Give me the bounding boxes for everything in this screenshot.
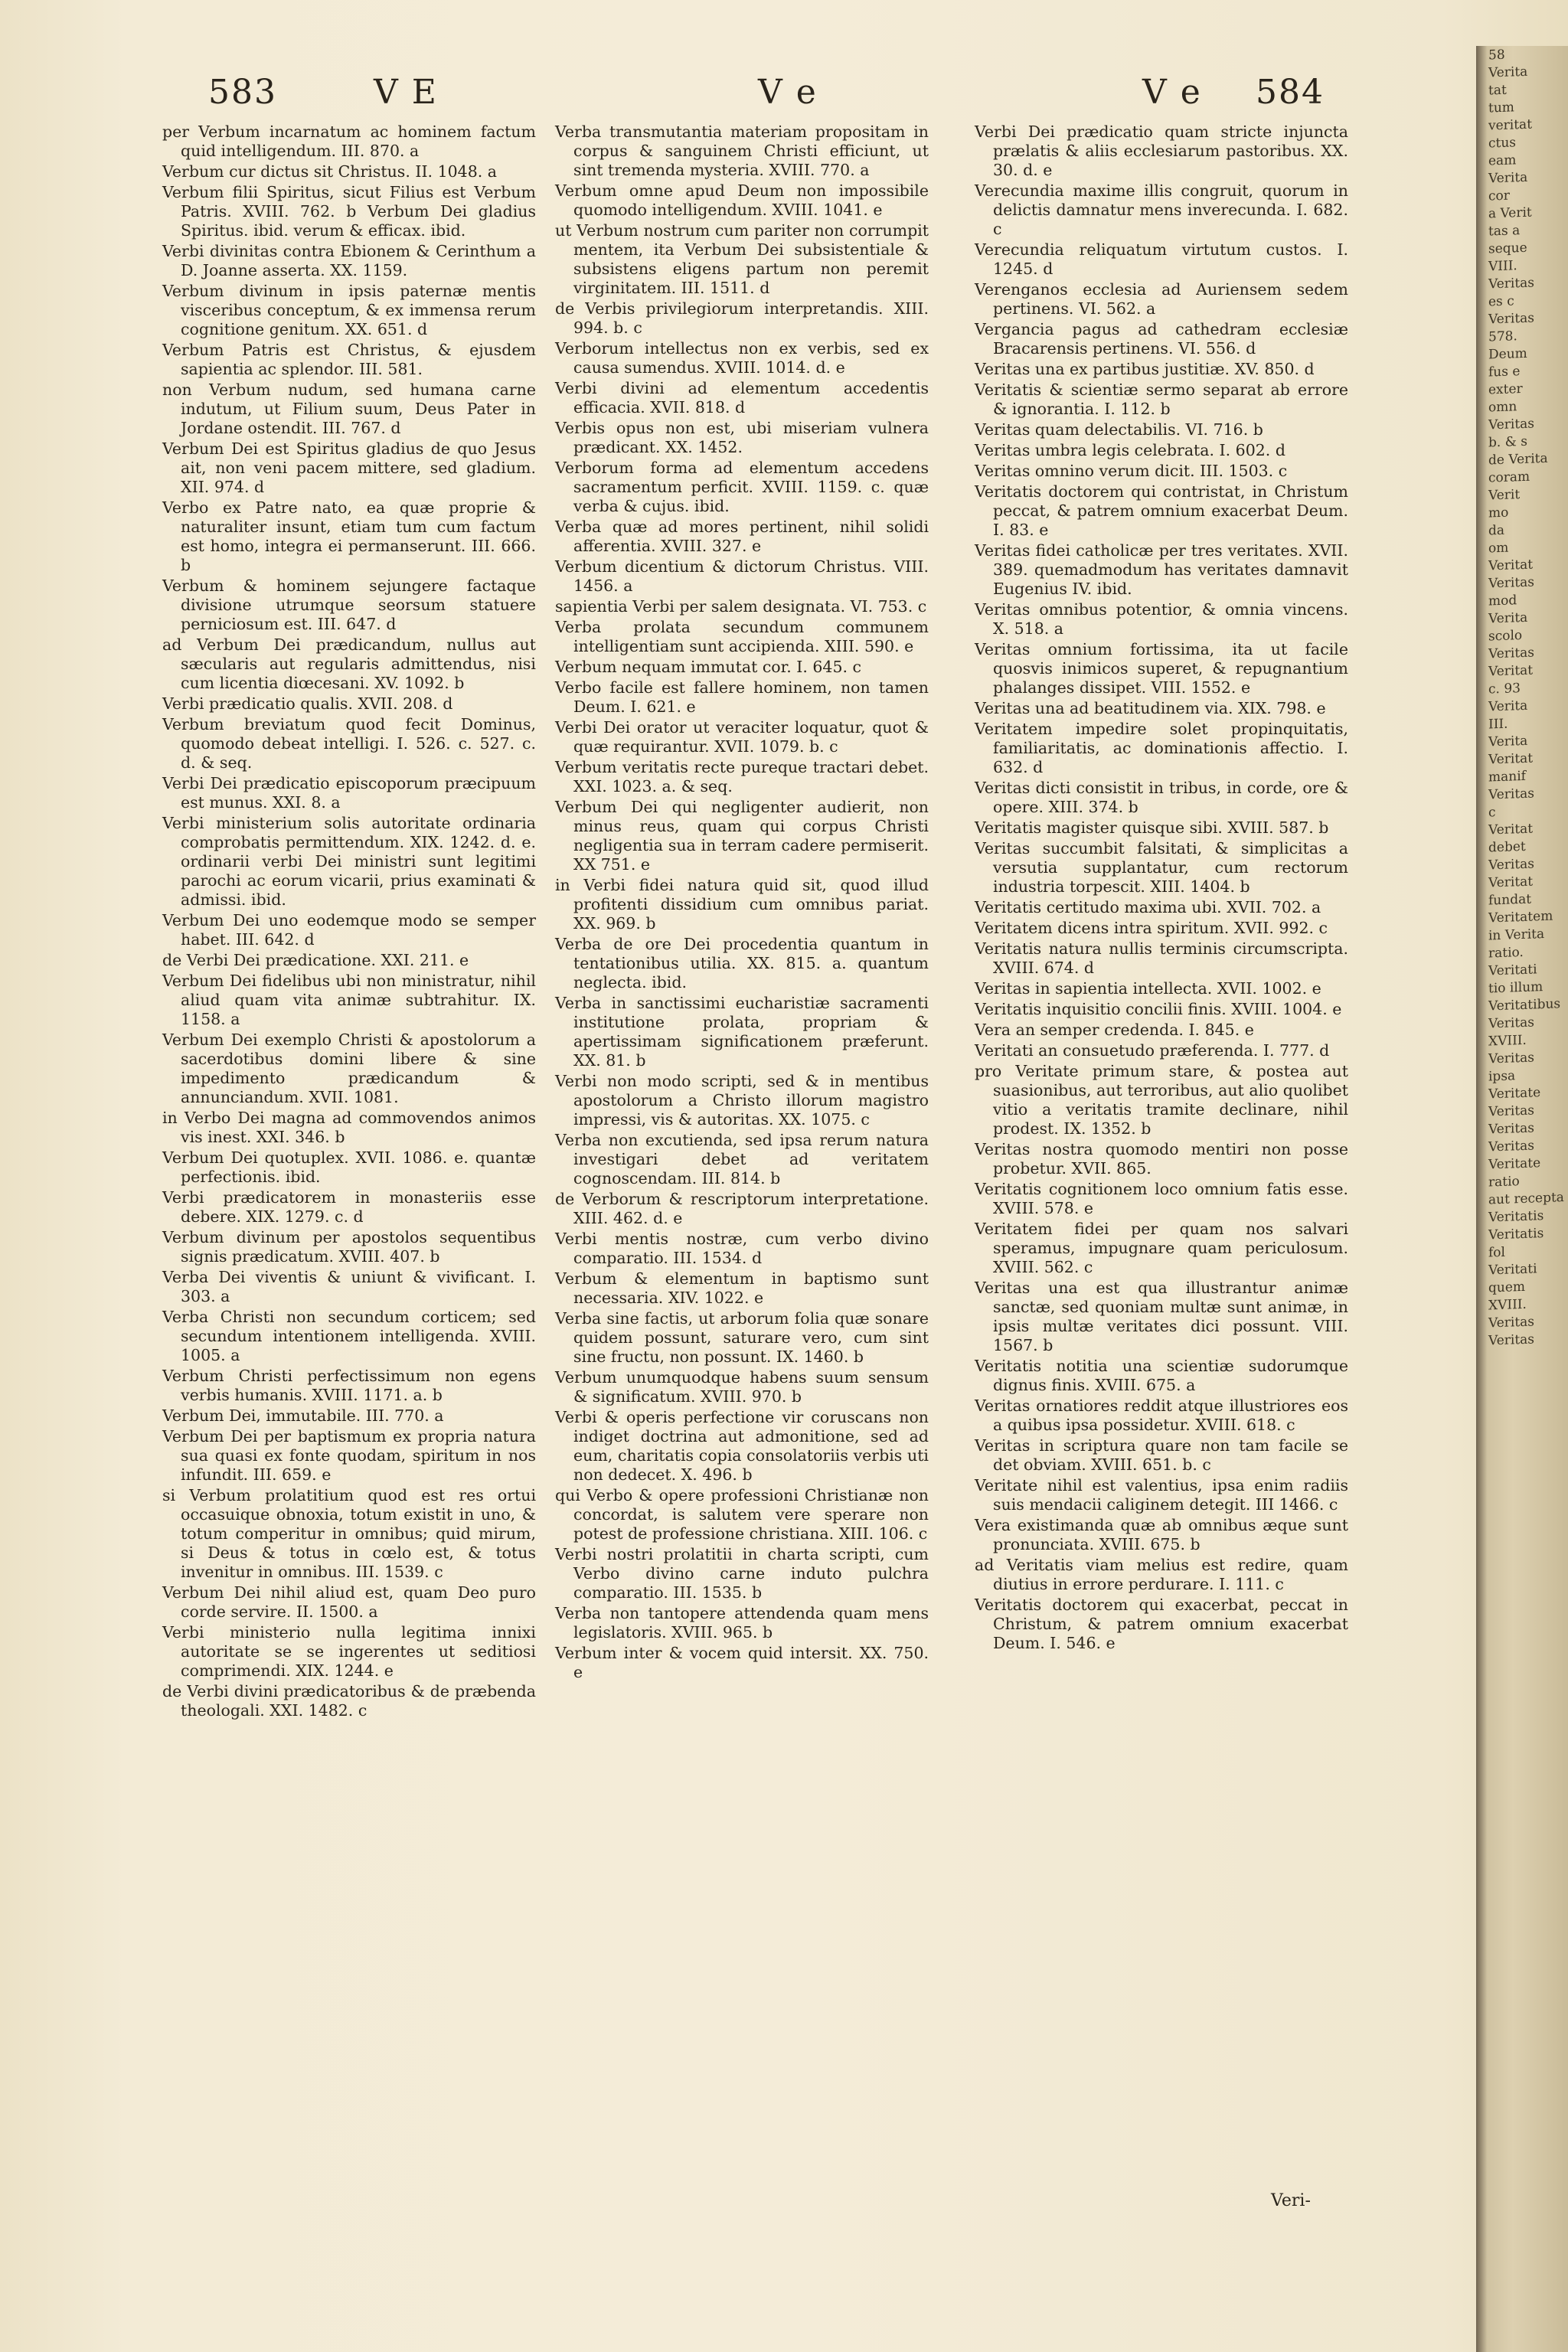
next-page-fragment: Veritas (1488, 856, 1535, 874)
index-entry: Veritatis doctorem qui exacerbat, peccat in Christum, & patrem omnium exacerbat Deum. I. 546. e (975, 1596, 1348, 1652)
index-entry: Verbum Dei qui negligenter audierit, non minus reus, quam qui corpus Christi negligentia sua in terram cadere permiserit. XX 751. e (555, 798, 929, 874)
index-entry: Verba non tantopere attendenda quam mens legislatoris. XVIII. 965. b (555, 1604, 929, 1642)
index-entry: Verbum nequam immutat cor. I. 645. c (555, 658, 862, 676)
index-entry: Veritatis inquisitio concilii finis. XVIII. 1004. e (975, 1000, 1342, 1018)
index-entry: Veritas in sapientia intellecta. XVII. 1002. e (975, 979, 1321, 998)
next-page-fragment: 578. (1488, 328, 1517, 345)
next-page-fragment: Veritas (1488, 416, 1535, 433)
index-entry: Veritati an consuetudo præferenda. I. 777. d (975, 1041, 1330, 1060)
next-page-fragment: 58 (1488, 47, 1505, 64)
next-page-fragment: Veritas (1488, 1138, 1535, 1155)
index-entry: Verbi prædicatorem in monasteriis esse debere. XIX. 1279. c. d (162, 1188, 536, 1226)
index-entry: Verbis opus non est, ubi miseriam vulnera prædicant. XX. 1452. (555, 419, 929, 456)
index-entry: non Verbum nudum, sed humana carne indutum, ut Filium suum, Deus Pater in Jordane ostendit. III. 767. d (162, 381, 536, 437)
next-page-fragment: Veritas (1488, 1331, 1535, 1349)
next-page-fragment: eam (1488, 152, 1517, 169)
index-entry: per Verbum incarnatum ac hominem factum quid intelligendum. III. 870. a (162, 122, 536, 160)
index-entry: Veritatem fidei per quam nos salvari speramus, impugnare quam periculosum. XVIII. 562. c (975, 1220, 1348, 1276)
next-page-fragment: Veritas (1488, 1314, 1535, 1331)
next-page-fragment: Veritati (1488, 1261, 1537, 1279)
index-entry: Verbi divini ad elementum accedentis efficacia. XVII. 818. d (555, 379, 929, 416)
right-running-head: V e (1142, 73, 1202, 112)
index-entry: Veritatis notitia una scientiæ sudorumque dignus finis. XVIII. 675. a (975, 1357, 1348, 1394)
next-page-fragment: Veritas (1488, 1120, 1535, 1138)
next-page-fragment: III. (1488, 716, 1508, 733)
index-entry: Verbum divinum in ipsis paternæ mentis visceribus conceptum, & ex immensa rerum cognitione genitum. XX. 651. d (162, 282, 536, 338)
next-page-fragment: de Verita (1488, 450, 1548, 469)
next-page-fragment: tum (1488, 100, 1514, 116)
next-page-fragment: Veritat (1488, 821, 1534, 838)
index-entry: Verba Christi non secundum corticem; sed secundum intentionem intelligenda. XVIII. 1005. a (162, 1308, 536, 1364)
next-page-fragment: Veritat (1488, 750, 1534, 768)
next-page-fragment: Verit (1488, 487, 1521, 504)
index-entry: Verbum Patris est Christus, & ejusdem sapientia ac splendor. III. 581. (162, 341, 536, 378)
index-entry: Vera existimanda quæ ab omnibus æque sunt pronunciata. XVIII. 675. b (975, 1516, 1348, 1553)
index-entry: de Verbi divini prædicatoribus & de præbenda theologali. XXI. 1482. c (162, 1682, 536, 1720)
index-entry: Veritas fidei catholicæ per tres veritates. XVII. 389. quemadmodum has veritates damnavit Eugenius IV. ibid. (975, 541, 1348, 598)
index-entry: Verbum Dei exemplo Christi & apostolorum a sacerdotibus domini libere & sine impedimento prædicandum & annunciandum. XVII. 1081. (162, 1031, 536, 1106)
index-entry: Verba in sanctissimi eucharistiæ sacramenti institutione prolata, propriam & apertissimam significationem præferunt. XX. 81. b (555, 994, 929, 1070)
next-page-fragment: in Verita (1488, 926, 1545, 944)
index-entry: de Verbi Dei prædicatione. XXI. 211. e (162, 951, 469, 969)
next-page-fragment: Veritas (1488, 275, 1535, 292)
next-page-fragment: Veritate (1488, 1155, 1541, 1173)
index-column-1 (162, 122, 536, 1722)
index-entry: Veritas una est qua illustrantur animæ sanctæ, sed quoniam multæ sunt animæ, in ipsis multæ veritates dici possunt. VIII. 1567. b (975, 1279, 1348, 1354)
index-entry: Veritas nostra quomodo mentiri non posse probetur. XVII. 865. (975, 1140, 1348, 1178)
index-entry: Veritas una ex partibus justitiæ. XV. 850. d (975, 360, 1315, 378)
index-column-3 (975, 122, 1348, 1655)
index-entry: Verbum veritatis recte pureque tractari debet. XXI. 1023. a. & seq. (555, 758, 929, 795)
index-entry: Verba non excutienda, sed ipsa rerum natura investigari debet ad veritatem cognoscendam. III. 814. b (555, 1131, 929, 1187)
index-entry: Verbum Dei nihil aliud est, quam Deo puro corde servire. II. 1500. a (162, 1583, 536, 1621)
index-entry: Veritate nihil est valentius, ipsa enim radiis suis mendacii caliginem detegit. III 1466. c (975, 1476, 1348, 1514)
index-entry: Verbum & hominem sejungere factaque divisione utrumque seorsum statuere perniciosum est. III. 647. d (162, 577, 536, 633)
next-page-fragment: debet (1488, 838, 1526, 856)
index-entry: Verba transmutantia materiam propositam in corpus & sanguinem Christi efficiunt, ut sint tremenda mysteria. XVIII. 770. a (555, 122, 929, 179)
next-page-fragment: XVIII. (1488, 1296, 1527, 1314)
next-page-fragment: Veritas (1488, 310, 1535, 328)
index-entry: Veritas succumbit falsitati, & simplicitas a versutia supplantatur, cum rectorum industria torpescit. XIII. 1404. b (975, 839, 1348, 896)
next-page-fragment: Veritatibus (1488, 996, 1561, 1014)
index-entry: sapientia Verbi per salem designata. VI. 753. c (555, 597, 927, 616)
next-page-fragment: aut recepta (1488, 1190, 1564, 1208)
index-entry: Verbo ex Patre nato, ea quæ proprie & naturaliter insunt, etiam tum cum factum est homo, integra ei permanserunt. III. 666. b (162, 498, 536, 574)
index-entry: Veritas ornatiores reddit atque illustriores eos a quibus ipsa possidetur. XVIII. 618. c (975, 1396, 1348, 1434)
next-page-fragment: mo (1488, 505, 1509, 521)
next-page-fragment: omn (1488, 399, 1517, 416)
next-page-fragment: ratio (1488, 1174, 1520, 1191)
index-entry: Veritatis natura nullis terminis circumscripta. XVIII. 674. d (975, 939, 1348, 977)
index-entry: ad Verbum Dei prædicandum, nullus aut sæcularis aut regularis admittendus, nisi cum licentia diœcesani. XV. 1092. b (162, 635, 536, 692)
next-page-fragment: VIII. (1488, 258, 1517, 275)
index-entry: Verbum unumquodque habens suum sensum & significatum. XVIII. 970. b (555, 1368, 929, 1406)
next-page-fragment: Veritas (1488, 1014, 1535, 1032)
index-entry: Vera an semper credenda. I. 845. e (975, 1021, 1254, 1039)
next-page-fragment: Verita (1488, 169, 1528, 187)
index-entry: Verbum breviatum quod fecit Dominus, quomodo debeat intelligi. I. 526. c. 527. c. d. & seq. (162, 715, 536, 772)
next-page-fragment: fus e (1488, 364, 1521, 381)
next-page-fragment: es c (1488, 293, 1514, 310)
next-page-fragment: Veritas (1488, 1102, 1535, 1120)
index-entry: Verba Dei viventis & uniunt & vivificant. I. 303. a (162, 1268, 536, 1305)
next-page-fragment: Veritatem (1488, 908, 1553, 926)
next-page-fragment: quem (1488, 1279, 1526, 1296)
next-page-fragment: Verita (1488, 609, 1528, 627)
index-entry: Verbum Dei quotuplex. XVII. 1086. e. quantæ perfectionis. ibid. (162, 1148, 536, 1186)
index-entry: Verbum Dei uno eodemque modo se semper habet. III. 642. d (162, 911, 536, 949)
index-entry: de Verborum & rescriptorum interpretatione. XIII. 462. d. e (555, 1190, 929, 1227)
index-entry: Veritas omnibus potentior, & omnia vincens. X. 518. a (975, 600, 1348, 638)
index-entry: Verbum Dei, immutabile. III. 770. a (162, 1406, 444, 1425)
next-page-fragment: cor (1488, 188, 1510, 204)
index-entry: Verbum Christi perfectissimum non egens verbis humanis. XVIII. 1171. a. b (162, 1367, 536, 1404)
next-page-fragment: ratio. (1488, 944, 1524, 962)
next-page-fragment: fundat (1488, 891, 1532, 909)
index-entry: Verenganos ecclesia ad Auriensem sedem pertinens. VI. 562. a (975, 280, 1348, 318)
index-entry: Verbum dicentium & dictorum Christus. VIII. 1456. a (555, 557, 929, 595)
next-page-fragment: da (1488, 522, 1505, 539)
next-page-fragment: Veritas (1488, 1050, 1535, 1067)
index-entry: Verba quæ ad mores pertinent, nihil solidi afferentia. XVIII. 327. e (555, 518, 929, 555)
index-entry: Verborum intellectus non ex verbis, sed ex causa sumendus. XVIII. 1014. d. e (555, 339, 929, 377)
index-entry: Veritatem dicens intra spiritum. XVII. 992. c (975, 919, 1328, 937)
index-entry: Verbum Dei fidelibus ubi non ministratur, nihil aliud quam vita animæ subtrahitur. IX. 1158. a (162, 972, 536, 1028)
next-page-fragment: XVIII. (1488, 1032, 1527, 1050)
index-entry: de Verbis privilegiorum interpretandis. XIII. 994. b. c (555, 299, 929, 337)
index-entry: Verbi nostri prolatitii in charta scripti, cum Verbo divino carne induto pulchra comparatio. III. 1535. b (555, 1545, 929, 1602)
index-entry: pro Veritate primum stare, & postea aut suasionibus, aut terroribus, aut alio quolibet vitio a veritatis tramite declinare, nihil prodest. IX. 1352. b (975, 1062, 1348, 1138)
index-entry: Verbi mentis nostræ, cum verbo divino comparatio. III. 1534. d (555, 1230, 929, 1267)
index-entry: Verbi ministerium solis autoritate ordinaria comprobatis permittendum. XIX. 1242. d. e. ordinarii verbi Dei ministri sunt legitimi parochi ac eorum vicarii, prius examinati & admissi. ibid. (162, 814, 536, 909)
next-page-fragment: veritat (1488, 116, 1533, 134)
index-entry: Veritas omnium fortissima, ita ut facile quosvis inimicos superet, & repugnantium phalanges dissipet. VIII. 1552. e (975, 640, 1348, 697)
index-entry: Verbum divinum per apostolos sequentibus signis prædicatum. XVIII. 407. b (162, 1228, 536, 1266)
index-entry: in Verbi fidei natura quid sit, quod illud profitenti dissidium cum omnibus pariat. XX. 969. b (555, 876, 929, 933)
next-page-fragment: Veritatis (1488, 1226, 1544, 1243)
next-page-fragment: Veritat (1488, 557, 1534, 574)
index-entry: Veritatem impedire solet propinquitatis, familiaritatis, ac dominationis affectio. I. 632. d (975, 720, 1348, 776)
index-entry: Verecundia maxime illis congruit, quorum in delictis damnatur mens inverecunda. I. 682. c (975, 181, 1348, 238)
next-page-fragment: Verita (1488, 64, 1528, 81)
index-entry: Verbo facile est fallere hominem, non tamen Deum. I. 621. e (555, 678, 929, 716)
index-entry: Verbum filii Spiritus, sicut Filius est Verbum Patris. XVIII. 762. b Verbum Dei gladius Spiritus. ibid. verum & efficax. ibid. (162, 183, 536, 240)
next-page-fragment: manif (1488, 768, 1526, 786)
left-page-number: 583 (208, 73, 277, 112)
next-page-fragment: tat (1488, 82, 1507, 99)
index-entry: Verbum omne apud Deum non impossibile quomodo intelligendum. XVIII. 1041. e (555, 181, 929, 219)
index-entry: Verbi Dei prædicatio episcoporum præcipuum est munus. XXI. 8. a (162, 774, 536, 812)
next-page-fragment: a Verit (1488, 204, 1532, 222)
index-entry: Veritatis certitudo maxima ubi. XVII. 702. a (975, 898, 1321, 916)
next-page-fragment: b. & s (1488, 433, 1527, 451)
index-column-2 (555, 122, 929, 1684)
index-entry: Verba de ore Dei procedentia quantum in tentationibus utilia. XX. 815. a. quantum neglecta. ibid. (555, 935, 929, 991)
index-entry: Verbi & operis perfectione vir coruscans non indiget doctrina aut admonitione, sed ad eum, charitatis copia consolatoriis verbis uti non dedecet. X. 496. b (555, 1408, 929, 1484)
index-entry: Veritatis doctorem qui contristat, in Christum peccat, & patrem omnium exacerbat Deum. I. 83. e (975, 482, 1348, 539)
index-entry: Verborum forma ad elementum accedens sacramentum perficit. XVIII. 1159. c. quæ verba & cujus. ibid. (555, 459, 929, 515)
index-entry: Veritatis & scientiæ sermo separat ab errore & ignorantia. I. 112. b (975, 381, 1348, 418)
next-page-fragment: coram (1488, 469, 1530, 486)
next-page-fragment: c. 93 (1488, 681, 1521, 697)
next-page-fragment: exter (1488, 381, 1523, 398)
next-page-fragment: Deum (1488, 345, 1527, 363)
next-page-fragment: c (1488, 805, 1496, 821)
index-entry: Verbi non modo scripti, sed & in mentibus apostolorum a Christo illorum magistro impressi, vis & autoritas. XX. 1075. c (555, 1072, 929, 1129)
right-page-number: 584 (1256, 73, 1325, 112)
index-entry: Veritas umbra legis celebrata. I. 602. d (975, 441, 1285, 459)
index-entry: Veritas omnino verum dicit. III. 1503. c (975, 462, 1288, 480)
index-entry: Veritas una ad beatitudinem via. XIX. 798. e (975, 699, 1326, 717)
next-page-edge (1476, 46, 1568, 2352)
catchword: Veri- (1271, 2191, 1311, 2210)
next-page-fragment: ctus (1488, 135, 1517, 152)
index-entry: Verbum Dei est Spiritus gladius de quo Jesus ait, non veni pacem mittere, sed gladium. XII. 974. d (162, 439, 536, 496)
index-entry: Verbum Dei per baptismum ex propria natura sua quasi ex fonte quodam, spiritum in nos infundit. III. 659. e (162, 1427, 536, 1484)
index-entry: ut Verbum nostrum cum pariter non corrumpit mentem, ita Verbum Dei subsistentiale & subsistens eligens partum non peremit virginitatem. III. 1511. d (555, 221, 929, 297)
index-entry: ad Veritatis viam melius est redire, quam diutius in errore perdurare. I. 111. c (975, 1556, 1348, 1593)
next-page-fragment: Veritas (1488, 645, 1535, 662)
index-entry: Verbum & elementum in baptismo sunt necessaria. XIV. 1022. e (555, 1269, 929, 1307)
next-page-fragment: Veritas (1488, 574, 1535, 592)
index-entry: Vergancia pagus ad cathedram ecclesiæ Bracarensis pertinens. VI. 556. d (975, 320, 1348, 358)
index-entry: Verba prolata secundum communem intelligentiam sunt accipienda. XIII. 590. e (555, 618, 929, 655)
index-entry: Veritatis cognitionem loco omnium fatis esse. XVIII. 578. e (975, 1180, 1348, 1217)
next-page-fragment: Verita (1488, 733, 1528, 750)
index-entry: Verbi prædicatio qualis. XVII. 208. d (162, 694, 453, 713)
next-page-fragment: scolo (1488, 627, 1523, 645)
index-entry: Verbi ministerio nulla legitima innixi autoritate se se ingerentes ut seditiosi comprimendi. XIX. 1244. e (162, 1623, 536, 1680)
middle-running-head: V e (758, 73, 818, 112)
index-entry: Verbi Dei prædicatio quam stricte injuncta prælatis & aliis ecclesiarum pastoribus. XX. 30. d. e (975, 122, 1348, 179)
index-entry: Veritas in scriptura quare non tam facile se det obviam. XVIII. 651. b. c (975, 1436, 1348, 1474)
next-page-fragment: Veritas (1488, 786, 1535, 803)
index-entry: Veritatis magister quisque sibi. XVIII. 587. b (975, 818, 1329, 837)
next-page-fragment: Veritate (1488, 1085, 1541, 1102)
index-entry: Verecundia reliquatum virtutum custos. I. 1245. d (975, 240, 1348, 278)
index-entry: qui Verbo & opere professioni Christianæ non concordat, is salutem vere sperare non potest de professione christiana. XIII. 106. c (555, 1486, 929, 1543)
next-page-fragment: seque (1488, 240, 1527, 257)
index-entry: Veritas dicti consistit in tribus, in corde, ore & opere. XIII. 374. b (975, 779, 1348, 816)
next-page-fragment: Veritatis (1488, 1208, 1544, 1226)
next-page-fragment: Veritati (1488, 962, 1537, 979)
next-page-fragment: ipsa (1488, 1068, 1516, 1085)
next-page-fragment: mod (1488, 593, 1517, 609)
index-entry: in Verbo Dei magna ad commovendos animos vis inest. XXI. 346. b (162, 1109, 536, 1146)
left-running-head: V E (374, 73, 438, 112)
next-page-fragment: Verita (1488, 697, 1528, 715)
index-entry: Verbi divinitas contra Ebionem & Cerinthum a D. Joanne asserta. XX. 1159. (162, 242, 536, 279)
next-page-fragment: tas a (1488, 223, 1521, 240)
index-entry: Verbi Dei orator ut veraciter loquatur, quot & quæ requirantur. XVII. 1079. b. c (555, 718, 929, 756)
next-page-fragment: Veritat (1488, 874, 1534, 891)
index-entry: si Verbum prolatitium quod est res ortui occasuique obnoxia, totum existit in uno, & totum comperitur in omnibus; quid mirum, si Deus & totus in cœlo est, & totus invenitur in omnibus. III. 1539. c (162, 1486, 536, 1581)
next-page-fragment: Veritat (1488, 662, 1534, 680)
index-entry: Veritas quam delectabilis. VI. 716. b (975, 420, 1263, 439)
index-entry: Verba sine factis, ut arborum folia quæ sonare quidem possunt, saturare vero, cum sint sine fructu, non possunt. IX. 1460. b (555, 1309, 929, 1366)
index-entry: Verbum inter & vocem quid intersit. XX. 750. e (555, 1644, 929, 1681)
next-page-fragment: fol (1488, 1244, 1505, 1261)
next-page-fragment: tio illum (1488, 979, 1544, 997)
next-page-fragment: om (1488, 540, 1509, 557)
page-header (0, 73, 1470, 126)
index-entry: Verbum cur dictus sit Christus. II. 1048. a (162, 162, 498, 181)
